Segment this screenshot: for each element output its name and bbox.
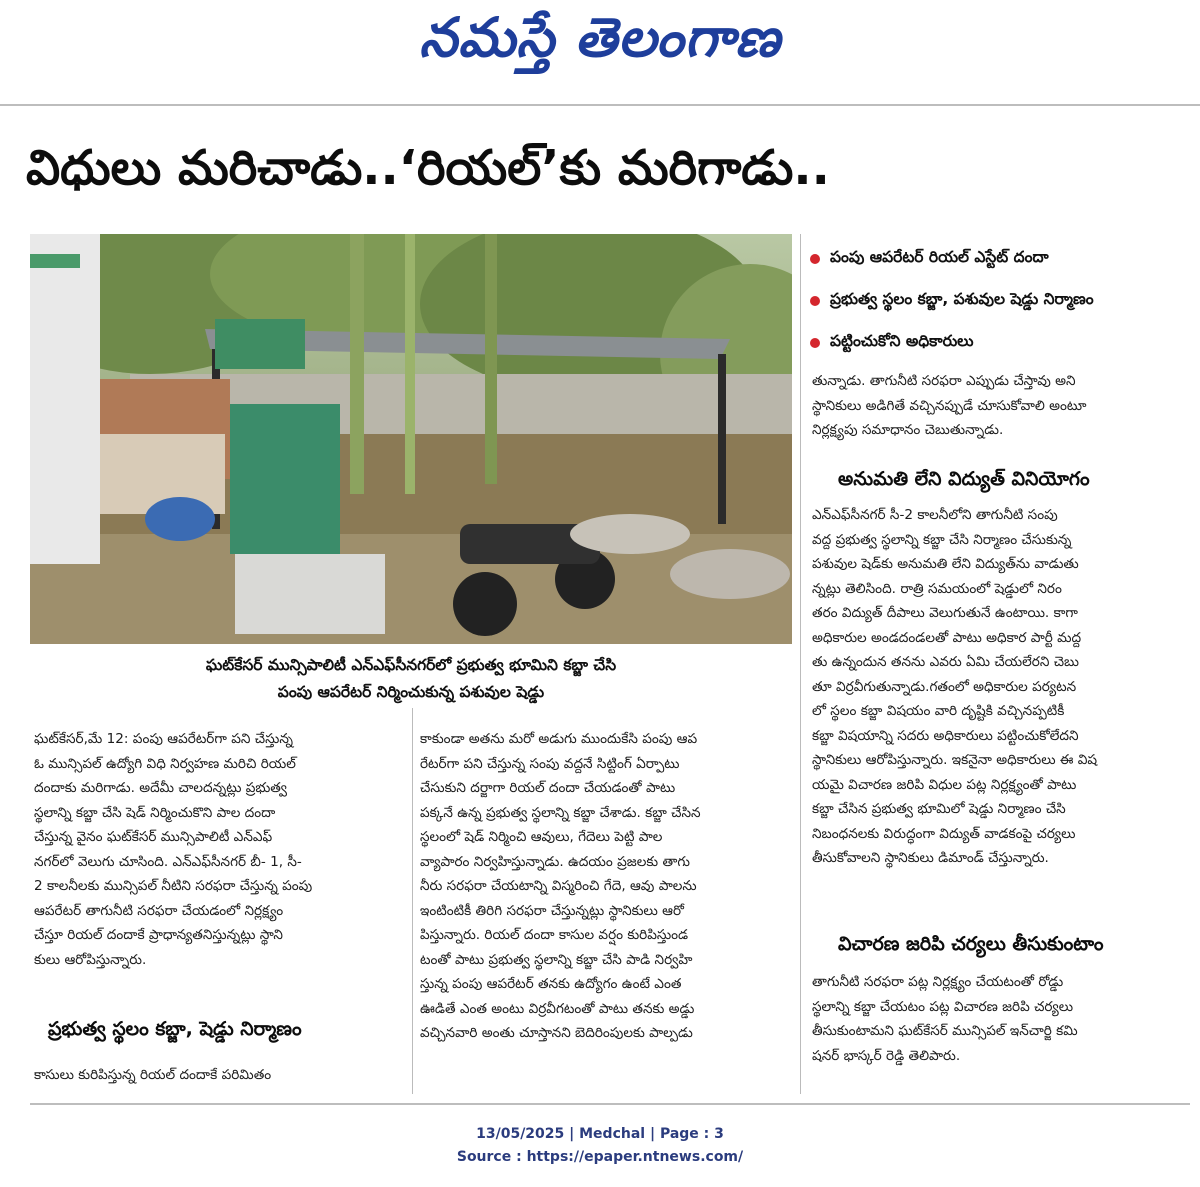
text-line: నీరు సరఫరా చేయటాన్ని విస్మరించి గేదె, ఆవు పాలను xyxy=(420,878,697,894)
text-line: ఘట్‌కేసర్,మే 12: పంపు ఆపరేటర్‌గా పని చేస్తున్న xyxy=(34,731,293,747)
text-line: స్థలంలో షెడ్ నిర్మించి ఆవులు, గేదెలు పెట్టి పాల xyxy=(420,829,663,845)
text-line: స్థానికులు ఆరోపిస్తున్నారు. ఇకనైనా అధికారులు ఈ విష xyxy=(812,752,1098,768)
column-divider xyxy=(800,234,801,1094)
text-line: పక్కనే ఉన్న ప్రభుత్వ స్థలాన్ని కబ్జా చేశాడు. కబ్జా చేసిన xyxy=(420,804,701,821)
text-line: కాసులు కురిపిస్తున్న రియల్ దందాకే పరిమితం xyxy=(34,1067,272,1083)
text-line: టంతో పాటు ప్రభుత్వ స్థలాన్ని కబ్జా చేసి పాడి నిర్వహి xyxy=(420,951,693,968)
article-column-2 xyxy=(420,727,792,1046)
text-line: దందాకు మరిగాడు. అదేమీ చాలదన్నట్లు ప్రభుత్వ xyxy=(34,780,288,796)
text-line: తాగునీటి సరఫరా పట్ల నిర్లక్ష్యం చేయటంతో రోడ్డు xyxy=(812,974,1064,990)
section-subhead: అనుమతి లేని విద్యుత్ వినియోగం xyxy=(838,468,1090,490)
section-subhead: ప్రభుత్వ స్థలం కబ్జా, షెడ్డు నిర్మాణం xyxy=(48,1018,302,1040)
text-line: నిబంధనలకు విరుద్ధంగా విద్యుత్ వాడకంపై చర్యలు xyxy=(812,825,1076,842)
text-line: వచ్చినవారి అంతు చూస్తానని బెదిరింపులకు పాల్పడు xyxy=(420,1025,693,1041)
article-headline: విధులు మరిచాడు..‘రియల్’కు మరిగాడు.. xyxy=(26,140,830,196)
footer-date-edition: 13/05/2025 | Medchal | Page : 3 xyxy=(476,1126,724,1142)
masthead-divider xyxy=(0,104,1200,106)
text-line: తీసుకోవాలని స్థానికులు డిమాండ్ చేస్తున్నారు. xyxy=(812,850,1049,866)
text-line: పశువుల షెడ్‌కు అనుమతి లేని విద్యుత్‌ను వాడుతు xyxy=(812,556,1079,572)
bullet-dot-icon xyxy=(810,338,820,348)
text-line: పిస్తున్నారు. రియల్ దందా కాసుల వర్షం కురిపిస్తుండ xyxy=(420,927,689,943)
text-line: లో స్థలం కబ్జా విషయం వారి దృష్టికి వచ్చినప్పటికీ xyxy=(812,703,1065,719)
text-line: యమై విచారణ జరిపి విధుల పట్ల నిర్లక్ష్యంతో పాటు xyxy=(812,776,1077,793)
section-subhead: విచారణ జరిపి చర్యలు తీసుకుంటాం xyxy=(838,933,1104,955)
text-line: తరం విద్యుత్ దీపాలు వెలుగుతునే ఉంటాయి. కాగా xyxy=(812,605,1078,621)
bullet-dot-icon xyxy=(810,296,820,306)
text-line: రేటర్‌గా పని చేస్తున్న సంపు వద్దనే సిట్టింగ్ ఏర్పాటు xyxy=(420,755,680,772)
highlight-item xyxy=(810,280,1190,322)
article-column-3-mid xyxy=(812,503,1184,871)
highlight-item xyxy=(810,238,1190,280)
column-divider xyxy=(412,708,413,1094)
text-line: చేస్తున్న వైనం ఘట్‌కేసర్ మున్సిపాలిటీ ఎన్‌ఎఫ్ xyxy=(34,829,273,845)
highlight-text: పంపు ఆపరేటర్ రియల్ ఎస్టేట్ దందా xyxy=(830,248,1049,266)
text-line: వ్యాపారం నిర్వహిస్తున్నాడు. ఉదయం ప్రజలకు తాగు xyxy=(420,853,690,870)
text-line: కబ్జా చేసిన ప్రభుత్వ భూమిలో షెడ్డు నిర్మాణం చేసి xyxy=(812,801,1066,817)
article-column-3-bottom xyxy=(812,970,1184,1068)
text-line: నగర్‌లో వెలుగు చూసింది. ఎన్‌ఎఫ్‌సీనగర్ బీ- 1, సీ- xyxy=(34,853,302,870)
text-line: 2 కాలనీలకు మున్సిపల్ నీటిని సరఫరా చేస్తున్న పంపు xyxy=(34,878,313,894)
text-line: కాకుండా అతను మరో అడుగు ముందుకేసి పంపు ఆప xyxy=(420,731,698,747)
photo-caption xyxy=(30,652,792,706)
text-line: ఆపరేటర్ తాగునీటి సరఫరా చేయడంలో నిర్లక్ష్యం xyxy=(34,902,284,919)
caption-line: పంపు ఆపరేటర్ నిర్మించుకున్న పశువుల షెడ్డు xyxy=(277,683,545,701)
text-line: షనర్ భాస్కర్ రెడ్డి తెలిపారు. xyxy=(812,1047,961,1064)
text-line: స్థలాన్ని కబ్జా చేయటం పట్ల విచారణ జరిపి చర్యలు xyxy=(812,998,1074,1015)
article-column-1 xyxy=(34,727,404,972)
text-line: తూ విర్రవీగుతున్నాడు.గతంలో అధికారుల పర్యటన xyxy=(812,678,1077,695)
highlight-text: ప్రభుత్వ స్థలం కబ్జా, పశువుల షెడ్డు నిర్మాణం xyxy=(830,290,1094,308)
text-line: చేస్తూ రియల్ దందాకే ప్రాధాన్యతనిస్తున్నట్లు స్థాని xyxy=(34,927,283,943)
text-line: న్నట్లు తెలిసింది. రాత్రి సమయంలో షెడ్డులో నిరం xyxy=(812,580,1062,597)
text-line: స్తున్న పంపు ఆపరేటర్ తనకు ఉద్యోగం ఉంటే ఎంత xyxy=(420,976,682,992)
footer-source: Source : https://epaper.ntnews.com/ xyxy=(456,1149,744,1165)
text-line: అధికారుల అండదండలతో పాటు అధికార పార్టీ మద్ద xyxy=(812,629,1082,646)
text-line: స్థానికులు అడిగితే వచ్చినప్పుడే చూసుకోవాలి అంటూ xyxy=(812,397,1087,414)
text-line: చేసుకుని దర్జాగా రియల్ దందా చేయడంతో పాటు xyxy=(420,780,676,796)
highlight-text: పట్టించుకోని అధికారులు xyxy=(830,332,974,350)
footer-divider xyxy=(30,1103,1190,1105)
text-line: నిర్లక్ష్యపు సమాధానం చెబుతున్నాడు. xyxy=(812,422,1004,438)
highlight-item xyxy=(810,322,1190,364)
text-line: కబ్జా విషయాన్ని సదరు అధికారులు పట్టించుకోలేదని xyxy=(812,727,1079,744)
article-column-3-top xyxy=(812,369,1184,443)
bullet-dot-icon xyxy=(810,254,820,264)
text-line: ఎన్‌ఎఫ్‌సీనగర్ సీ-2 కాలనీలోని తాగునీటి సంపు xyxy=(812,507,1058,523)
text-line: స్థలాన్ని కబ్జా చేసి షెడ్ నిర్మించుకొని పాల దందా xyxy=(34,804,276,821)
text-line: వద్ద ప్రభుత్వ స్థలాన్ని కబ్జా చేసి నిర్మాణం చేసుకున్న xyxy=(812,531,1072,548)
text-line: ఇంటింటికీ తిరిగి సరఫరా చేస్తున్నట్లు స్థానికులు ఆరో xyxy=(420,902,684,919)
text-line: తు ఉన్నందున తనను ఎవరు ఏమి చేయలేరని చెబు xyxy=(812,654,1079,670)
text-line: ఊడితే ఎంత అంటు విర్రవీగటంతో పాటు తనకు అడ్డు xyxy=(420,1000,695,1017)
text-line: తీసుకుంటామని ఘట్‌కేసర్ మున్సిపల్ ఇన్‌చార్జి కమి xyxy=(812,1023,1078,1039)
highlights-list xyxy=(810,238,1190,364)
article-photo xyxy=(30,234,792,644)
newspaper-logo: నమస్తే తెలంగాణ xyxy=(419,6,781,69)
text-line: తున్నాడు. తాగునీటి సరఫరా ఎప్పుడు చేస్తావు అని xyxy=(812,373,1076,389)
article-column-1-tail xyxy=(34,1063,404,1088)
masthead xyxy=(0,0,1200,80)
caption-line: ఘట్‌కేసర్ మున్సిపాలిటీ ఎన్‌ఎఫ్‌సీనగర్‌లో ప్రభుత్వ భూమిని కబ్జా చేసి xyxy=(205,656,617,674)
text-line: కులు ఆరోపిస్తున్నారు. xyxy=(34,951,147,968)
text-line: ఓ మున్సిపల్ ఉద్యోగి విధి నిర్వహణ మరిచి రియల్ xyxy=(34,755,296,772)
